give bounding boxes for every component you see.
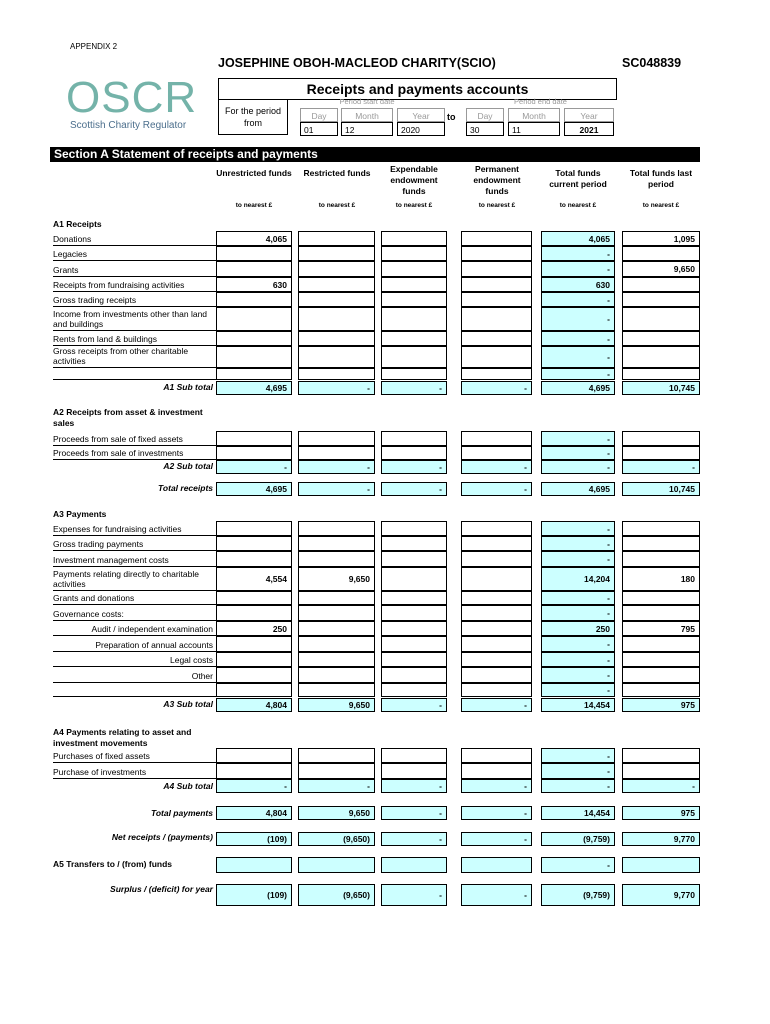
a3-cell-l[interactable] [622,605,700,621]
nearest-total-current: to nearest £ [559,202,597,209]
a3-cell-p[interactable] [461,683,532,697]
a3-cell-r[interactable] [298,683,375,697]
section-a-title: Section A Statement of receipts and payments [50,147,700,162]
a2-cell-u[interactable] [216,446,292,460]
a1-cell-r[interactable] [298,292,375,307]
a4-cell-l[interactable] [622,763,700,779]
a3-cell-r[interactable] [298,551,375,567]
a1-cell-u[interactable] [216,331,292,346]
a1-cell-t[interactable]: - [541,331,615,346]
a1-cell-r[interactable] [298,346,375,368]
a1-title: A1 Receipts [53,219,102,229]
a5-transfers-p[interactable] [461,857,532,873]
a1-subtotal-r[interactable]: - [298,381,375,395]
a1-cell-u[interactable] [216,292,292,307]
a4-total-l[interactable]: 975 [622,806,700,820]
a3-row-label-text: Audit / independent examination [91,624,213,634]
nearest-restricted: to nearest £ [318,202,356,209]
a3-cell-t[interactable]: - [541,652,615,667]
end-day-header: Day [466,108,504,122]
a1-cell-e[interactable] [381,368,447,380]
col-restricted: Restricted funds [303,168,371,178]
a3-cell-p[interactable] [461,636,532,652]
oscr-logo: OSCR [66,73,198,122]
a4-row-label-text: Purchases of fixed assets [53,751,150,761]
a3-row-label [53,652,216,667]
a1-subtotal-e[interactable]: - [381,381,447,395]
a1-cell-l[interactable] [622,331,700,346]
a3-cell-p[interactable] [461,591,532,605]
a3-row-label [53,667,216,683]
a2-row-label-text: Proceeds from sale of fixed assets [53,434,183,444]
a1-cell-r[interactable] [298,261,375,277]
a3-row-label-text: Legal costs [170,655,213,665]
a3-cell-l[interactable] [622,636,700,652]
a4-cell-e[interactable] [381,763,447,779]
col-expendable: Expendable endowment funds [390,164,438,196]
a4-subtotal-l[interactable]: - [622,779,700,793]
a4-cell-t[interactable]: - [541,748,615,763]
a3-row-label [53,605,216,621]
a4-net-r[interactable]: (9,650) [298,832,375,846]
a2-subtotal-e[interactable]: - [381,460,447,474]
a5-surplus-l[interactable]: 9,770 [622,884,700,906]
a1-row-label [53,346,216,368]
a3-cell-u[interactable] [216,636,292,652]
a3-cell-u[interactable] [216,667,292,683]
a1-row-label-text: Gross trading receipts [53,295,137,305]
a1-cell-e[interactable] [381,292,447,307]
a3-cell-u[interactable] [216,605,292,621]
a1-cell-e[interactable] [381,246,447,261]
a4-cell-u[interactable] [216,748,292,763]
a5-transfers-l[interactable] [622,857,700,873]
a1-cell-p[interactable] [461,292,532,307]
net-receipts-label: Net receipts / (payments) [111,832,213,842]
a1-cell-t[interactable]: - [541,246,615,261]
a1-row-label [53,246,216,261]
end-month-header: Month [508,108,560,122]
surplus-label: Surplus / (deficit) for year [110,884,213,894]
a4-net-p[interactable]: - [461,832,532,846]
a3-cell-r[interactable] [298,652,375,667]
a3-cell-e[interactable] [381,551,447,567]
a4-cell-p[interactable] [461,763,532,779]
a1-cell-t[interactable]: - [541,261,615,277]
a3-cell-t[interactable]: - [541,551,615,567]
a4-subtotal-label: A4 Sub total [163,781,213,791]
a2-row-label [53,446,216,460]
a1-cell-t[interactable]: 630 [541,277,615,292]
a4-cell-p[interactable] [461,748,532,763]
a3-cell-p[interactable] [461,605,532,621]
a3-row-label [53,621,216,636]
a2-cell-r[interactable] [298,431,375,446]
a1-subtotal-p[interactable]: - [461,381,532,395]
a3-cell-t[interactable]: - [541,683,615,697]
a4-total-u[interactable]: 4,804 [216,806,292,820]
a3-cell-r[interactable] [298,667,375,683]
a4-row-label [53,748,216,763]
a1-cell-t[interactable]: - [541,368,615,380]
a3-row-label [53,536,216,551]
a2-total-e[interactable]: - [381,482,447,496]
a1-cell-r[interactable] [298,231,375,246]
a2-row-label-text: Proceeds from sale of investments [53,448,184,458]
a4-total-e[interactable]: - [381,806,447,820]
a3-subtotal-u[interactable]: 4,804 [216,698,292,712]
a1-cell-p[interactable] [461,346,532,368]
a5-transfers-u[interactable] [216,857,292,873]
a3-cell-u[interactable] [216,591,292,605]
charity-name: JOSEPHINE OBOH-MACLEOD CHARITY(SCIO) [218,56,496,70]
a3-cell-e[interactable] [381,636,447,652]
a1-row-label [53,231,216,246]
a4-total-r[interactable]: 9,650 [298,806,375,820]
a1-row-label [53,277,216,292]
a1-cell-p[interactable] [461,331,532,346]
a2-cell-e[interactable] [381,431,447,446]
a3-cell-p[interactable] [461,652,532,667]
a1-row-label [53,307,216,331]
a1-cell-u[interactable] [216,246,292,261]
a3-cell-r[interactable] [298,521,375,536]
a1-cell-p[interactable] [461,368,532,380]
a4-cell-u[interactable] [216,763,292,779]
a3-cell-l[interactable]: 180 [622,567,700,591]
a1-row-label [53,368,216,380]
a3-cell-p[interactable] [461,567,532,591]
a5-title: A5 Transfers to / (from) funds [53,859,173,869]
a3-subtotal-l[interactable]: 975 [622,698,700,712]
total-payments-label: Total payments [150,808,213,818]
a3-cell-l[interactable] [622,521,700,536]
a4-subtotal-u[interactable]: - [216,779,292,793]
a3-cell-t[interactable]: - [541,667,615,683]
a3-cell-p[interactable] [461,536,532,551]
a3-cell-t[interactable]: 14,204 [541,567,615,591]
a4-subtotal-p[interactable]: - [461,779,532,793]
end-year-input[interactable]: 2021 [564,122,614,136]
a4-total-p[interactable]: - [461,806,532,820]
total-receipts-label: Total receipts [158,483,213,493]
period-end-label: Period end date [514,97,567,106]
a2-subtotal-p[interactable]: - [461,460,532,474]
a5-surplus-u[interactable]: (109) [216,884,292,906]
a3-subtotal-r[interactable]: 9,650 [298,698,375,712]
a3-row-label-text: Gross trading payments [53,539,144,549]
a2-cell-t[interactable]: - [541,431,615,446]
a1-cell-t[interactable]: - [541,346,615,368]
a1-cell-l[interactable] [622,277,700,292]
a4-cell-r[interactable] [298,763,375,779]
a1-cell-r[interactable] [298,307,375,331]
charity-number: SC048839 [622,56,682,70]
a1-cell-t[interactable]: - [541,292,615,307]
a4-cell-e[interactable] [381,748,447,763]
oscr-logo-subtitle: Scottish Charity Regulator [70,120,187,131]
a3-row-label-text: Investment management costs [53,555,169,565]
a4-cell-t[interactable]: - [541,763,615,779]
a2-cell-p[interactable] [461,446,532,460]
a2-subtotal-t[interactable]: - [541,460,615,474]
a1-subtotal-l[interactable]: 10,745 [622,381,700,395]
nearest-expendable: to nearest £ [395,202,433,209]
a3-cell-p[interactable] [461,667,532,683]
a3-cell-e[interactable] [381,567,447,591]
appendix-label: APPENDIX 2 [70,42,118,51]
to-label: to [447,112,456,122]
a1-cell-e[interactable] [381,307,447,331]
a1-cell-e[interactable] [381,346,447,368]
a3-cell-r[interactable] [298,636,375,652]
a3-subtotal-p[interactable]: - [461,698,532,712]
a3-cell-t[interactable]: - [541,536,615,551]
a4-subtotal-e[interactable]: - [381,779,447,793]
a3-cell-e[interactable] [381,591,447,605]
a5-surplus-p[interactable]: - [461,884,532,906]
a5-transfers-r[interactable] [298,857,375,873]
start-month-input[interactable]: 12 [341,122,393,136]
a1-row-label [53,292,216,307]
a1-row-label-text: Legacies [53,249,88,259]
a3-cell-p[interactable] [461,551,532,567]
a4-net-u[interactable]: (109) [216,832,292,846]
a1-cell-p[interactable] [461,231,532,246]
a3-cell-e[interactable] [381,536,447,551]
a3-cell-t[interactable]: 250 [541,621,615,636]
a4-total-t[interactable]: 14,454 [541,806,615,820]
a1-row-label-text: Gross receipts from other charitable activities [53,346,189,366]
a1-cell-l[interactable]: 9,650 [622,261,700,277]
a1-row-label-text: Receipts from fundraising activities [53,280,185,290]
a3-cell-e[interactable] [381,605,447,621]
a3-cell-l[interactable] [622,591,700,605]
a1-cell-l[interactable] [622,292,700,307]
a2-subtotal-u[interactable]: - [216,460,292,474]
a1-row-label-text: Donations [53,234,92,244]
a1-cell-u[interactable]: 630 [216,277,292,292]
a3-row-label [53,567,216,591]
a3-row-label-text: Grants and donations [53,593,135,603]
a2-subtotal-label: A2 Sub total [163,461,213,471]
a3-cell-u[interactable] [216,683,292,697]
a3-row-label-text: Other [191,671,213,681]
page-title: Receipts and payments accounts [218,78,617,100]
a1-cell-r[interactable] [298,246,375,261]
end-day-input[interactable]: 30 [466,122,504,136]
a3-row-label [53,636,216,652]
a3-cell-l[interactable]: 795 [622,621,700,636]
a2-cell-p[interactable] [461,431,532,446]
a3-cell-l[interactable] [622,536,700,551]
a1-row-label-text: Grants [53,265,79,275]
a2-total-p[interactable]: - [461,482,532,496]
a1-cell-u[interactable] [216,307,292,331]
a3-row-label [53,591,216,605]
a1-cell-p[interactable] [461,261,532,277]
a3-cell-l[interactable] [622,667,700,683]
a3-cell-t[interactable]: - [541,605,615,621]
a1-cell-p[interactable] [461,307,532,331]
a3-row-label [53,551,216,567]
a4-net-e[interactable]: - [381,832,447,846]
a1-cell-t[interactable]: 4,065 [541,231,615,246]
a3-cell-p[interactable] [461,621,532,636]
a1-cell-e[interactable] [381,277,447,292]
start-day-header: Day [300,108,338,122]
end-year-header: Year [564,108,614,122]
a3-cell-u[interactable] [216,521,292,536]
a3-cell-e[interactable] [381,683,447,697]
a1-cell-p[interactable] [461,246,532,261]
a3-cell-l[interactable] [622,551,700,567]
a1-cell-u[interactable] [216,261,292,277]
a3-cell-u[interactable] [216,652,292,667]
a2-cell-t[interactable]: - [541,446,615,460]
a2-cell-u[interactable] [216,431,292,446]
period-start-label: Period start date [339,97,395,106]
a5-transfers-t[interactable]: - [541,857,615,873]
a1-cell-u[interactable]: 4,065 [216,231,292,246]
a3-cell-u[interactable]: 4,554 [216,567,292,591]
a2-total-l[interactable]: 10,745 [622,482,700,496]
a2-cell-l[interactable] [622,431,700,446]
start-month-header: Month [341,108,393,122]
a1-cell-l[interactable] [622,307,700,331]
a3-row-label-text: Expenses for fundraising activities [53,524,182,534]
a4-row-label [53,763,216,779]
a1-cell-e[interactable] [381,261,447,277]
col-total-current: Total funds current period [549,168,607,189]
a1-cell-r[interactable] [298,277,375,292]
a5-surplus-t[interactable]: (9,759) [541,884,615,906]
a3-cell-r[interactable] [298,605,375,621]
a4-title: A4 Payments relating to asset and investment movements [53,727,192,748]
a3-cell-p[interactable] [461,521,532,536]
a3-cell-e[interactable] [381,521,447,536]
a1-row-label-text: Income from investments other than land and buildings [53,309,208,329]
a3-cell-e[interactable] [381,667,447,683]
a3-cell-r[interactable] [298,591,375,605]
a2-total-t[interactable]: 4,695 [541,482,615,496]
nearest-total-last: to nearest £ [642,202,680,209]
a1-cell-r[interactable] [298,331,375,346]
a4-subtotal-r[interactable]: - [298,779,375,793]
col-total-last: Total funds last period [629,168,693,189]
a1-cell-r[interactable] [298,368,375,380]
a2-title: A2 Receipts from asset & investment sales [53,407,203,428]
a3-subtotal-e[interactable]: - [381,698,447,712]
end-month-input[interactable]: 11 [508,122,560,136]
a3-cell-u[interactable] [216,536,292,551]
a3-row-label [53,683,216,697]
a1-subtotal-label: A1 Sub total [163,382,213,392]
a1-row-label [53,331,216,346]
a3-cell-l[interactable] [622,683,700,697]
a3-subtotal-t[interactable]: 14,454 [541,698,615,712]
a2-cell-l[interactable] [622,446,700,460]
a3-cell-u[interactable]: 250 [216,621,292,636]
a3-cell-e[interactable] [381,652,447,667]
a1-row-label-text: Rents from land & buildings [53,334,157,344]
period-label: For the period from [218,99,288,135]
col-unrestricted: Unrestricted funds [216,168,292,178]
a5-transfers-e[interactable] [381,857,447,873]
a3-cell-t[interactable]: - [541,521,615,536]
a1-cell-t[interactable]: - [541,307,615,331]
a3-row-label-text: Payments relating directly to charitable activities [53,569,199,589]
a1-row-label [53,261,216,277]
a3-row-label-text: Preparation of annual accounts [95,640,213,650]
start-day-input[interactable]: 01 [300,122,338,136]
start-year-input[interactable]: 2020 [397,122,445,136]
a1-cell-l[interactable]: 1,095 [622,231,700,246]
a3-cell-t[interactable]: - [541,636,615,652]
a3-subtotal-label: A3 Sub total [163,699,213,709]
a2-subtotal-l[interactable]: - [622,460,700,474]
a4-subtotal-t[interactable]: - [541,779,615,793]
a1-subtotal-t[interactable]: 4,695 [541,381,615,395]
a5-surplus-e[interactable]: - [381,884,447,906]
a3-row-label-text: Governance costs: [53,609,124,619]
a1-cell-e[interactable] [381,331,447,346]
a3-cell-e[interactable] [381,621,447,636]
start-year-header: Year [397,108,445,122]
a1-cell-e[interactable] [381,231,447,246]
nearest-unrestricted: to nearest £ [235,202,273,209]
a1-cell-l[interactable] [622,368,700,380]
a1-cell-u[interactable] [216,368,292,380]
a5-surplus-r[interactable]: (9,650) [298,884,375,906]
a3-title: A3 Payments [53,509,107,519]
a3-cell-t[interactable]: - [541,591,615,605]
a2-total-u[interactable]: 4,695 [216,482,292,496]
a3-cell-r[interactable] [298,621,375,636]
a3-row-label [53,521,216,536]
a2-cell-r[interactable] [298,446,375,460]
a4-cell-r[interactable] [298,748,375,763]
a2-total-r[interactable]: - [298,482,375,496]
nearest-permanent: to nearest £ [478,202,516,209]
a1-cell-l[interactable] [622,346,700,368]
a1-subtotal-u[interactable]: 4,695 [216,381,292,395]
a3-cell-r[interactable] [298,536,375,551]
a4-net-l[interactable]: 9,770 [622,832,700,846]
a4-row-label-text: Purchase of investments [53,767,147,777]
a2-subtotal-r[interactable]: - [298,460,375,474]
a1-cell-p[interactable] [461,277,532,292]
col-permanent: Permanent endowment funds [473,164,521,196]
a3-cell-r[interactable]: 9,650 [298,567,375,591]
a2-cell-e[interactable] [381,446,447,460]
a4-net-t[interactable]: (9,759) [541,832,615,846]
a3-cell-u[interactable] [216,551,292,567]
a4-cell-l[interactable] [622,748,700,763]
a1-cell-l[interactable] [622,246,700,261]
a1-cell-u[interactable] [216,346,292,368]
a2-row-label [53,431,216,446]
a3-cell-l[interactable] [622,652,700,667]
